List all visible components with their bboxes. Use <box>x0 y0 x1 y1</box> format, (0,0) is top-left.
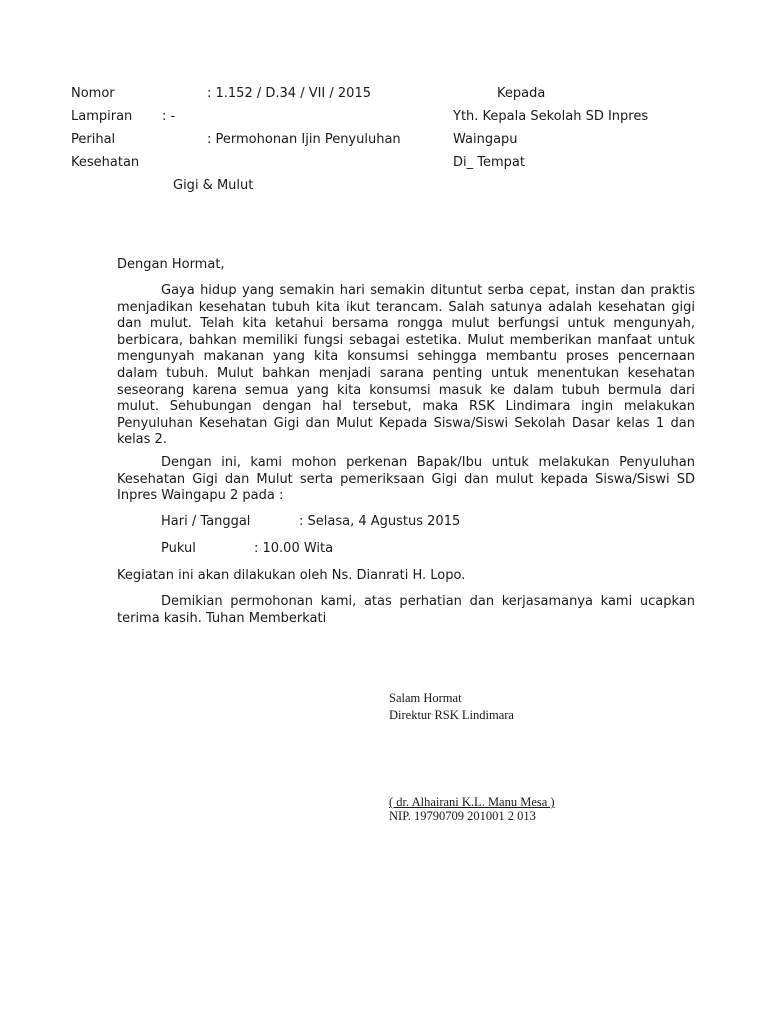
nomor-value: : 1.152 / D.34 / VII / 2015 <box>207 86 371 101</box>
perihal-value: : Permohonan Ijin Penyuluhan <box>207 132 401 147</box>
closing-paragraph <box>117 594 695 627</box>
closing-text: Demikian permohonan kami, atas perhatian dan kerjasamanya kami ucapkan terima kasih. Tuhan Memberkati <box>117 594 695 626</box>
recipient-line3: Di_ Tempat <box>453 155 525 170</box>
signer-name: ( dr. Alhairani K.L. Manu Mesa ) <box>389 795 555 809</box>
hari-value: : Selasa, 4 Agustus 2015 <box>299 514 461 529</box>
paragraph-2-text: Dengan ini, kami mohon perkenan Bapak/Ibu untuk melakukan Penyuluhan Kesehatan Gigi dan Mulut serta pemeriksaan Gigi dan mulut kepada Siswa/Siswi SD Inpres Waingapu 2 pada : <box>117 455 695 504</box>
body-paragraph-1 <box>117 283 695 449</box>
salutation: Dengan Hormat, <box>117 257 225 272</box>
recipient-line1: Yth. Kepala Sekolah SD Inpres <box>453 109 649 124</box>
pukul-label: Pukul <box>161 541 196 556</box>
hari-label: Hari / Tanggal <box>161 514 251 529</box>
paragraph-1-text: Gaya hidup yang semakin hari semakin dituntut serba cepat, instan dan praktis menjadikan kesehatan tubuh kita ikut terancam. Salah satunya adalah kesehatan gigi dan mulut. Telah kita ketahui bersama rongga mulut berfungsi untuk mengunyah, berbicara, bahkan memiliki fungsi sebagai estetika. Mulut memberikan manfaat untuk mengunyah makanan yang kita konsumsi sehingga membantu proses pencernaan dalam tubuh. Mulut bahkan menjadi sarana penting untuk menentukan kesehatan seseorang karena semua yang kita konsumsi masuk ke dalam tubuh bermula dari mulut. Sehubungan dengan hal tersebut, maka RSK Lindimara ingin melakukan Penyuluhan Kesehatan Gigi dan Mulut Kepada Siswa/Siswi Sekolah Dasar kelas 1 dan kelas 2. <box>117 283 695 448</box>
recipient-line2: Waingapu <box>453 132 518 147</box>
nomor-label: Nomor <box>71 86 115 101</box>
lampiran-value: : - <box>162 109 176 124</box>
lampiran-label: Lampiran <box>71 109 133 124</box>
body-paragraph-2 <box>117 455 695 505</box>
kepada-label: Kepada <box>497 86 546 101</box>
signer-nip: NIP. 19790709 201001 2 013 <box>389 809 536 823</box>
perihal-line2: Kesehatan <box>71 155 140 170</box>
signer-title: Direktur RSK Lindimara <box>389 708 514 722</box>
perihal-label: Perihal <box>71 132 116 147</box>
salam-hormat: Salam Hormat <box>389 691 462 705</box>
perihal-line3: Gigi & Mulut <box>173 178 254 193</box>
kegiatan-text: Kegiatan ini akan dilakukan oleh Ns. Dianrati H. Lopo. <box>117 568 466 583</box>
pukul-value: : 10.00 Wita <box>254 541 334 556</box>
